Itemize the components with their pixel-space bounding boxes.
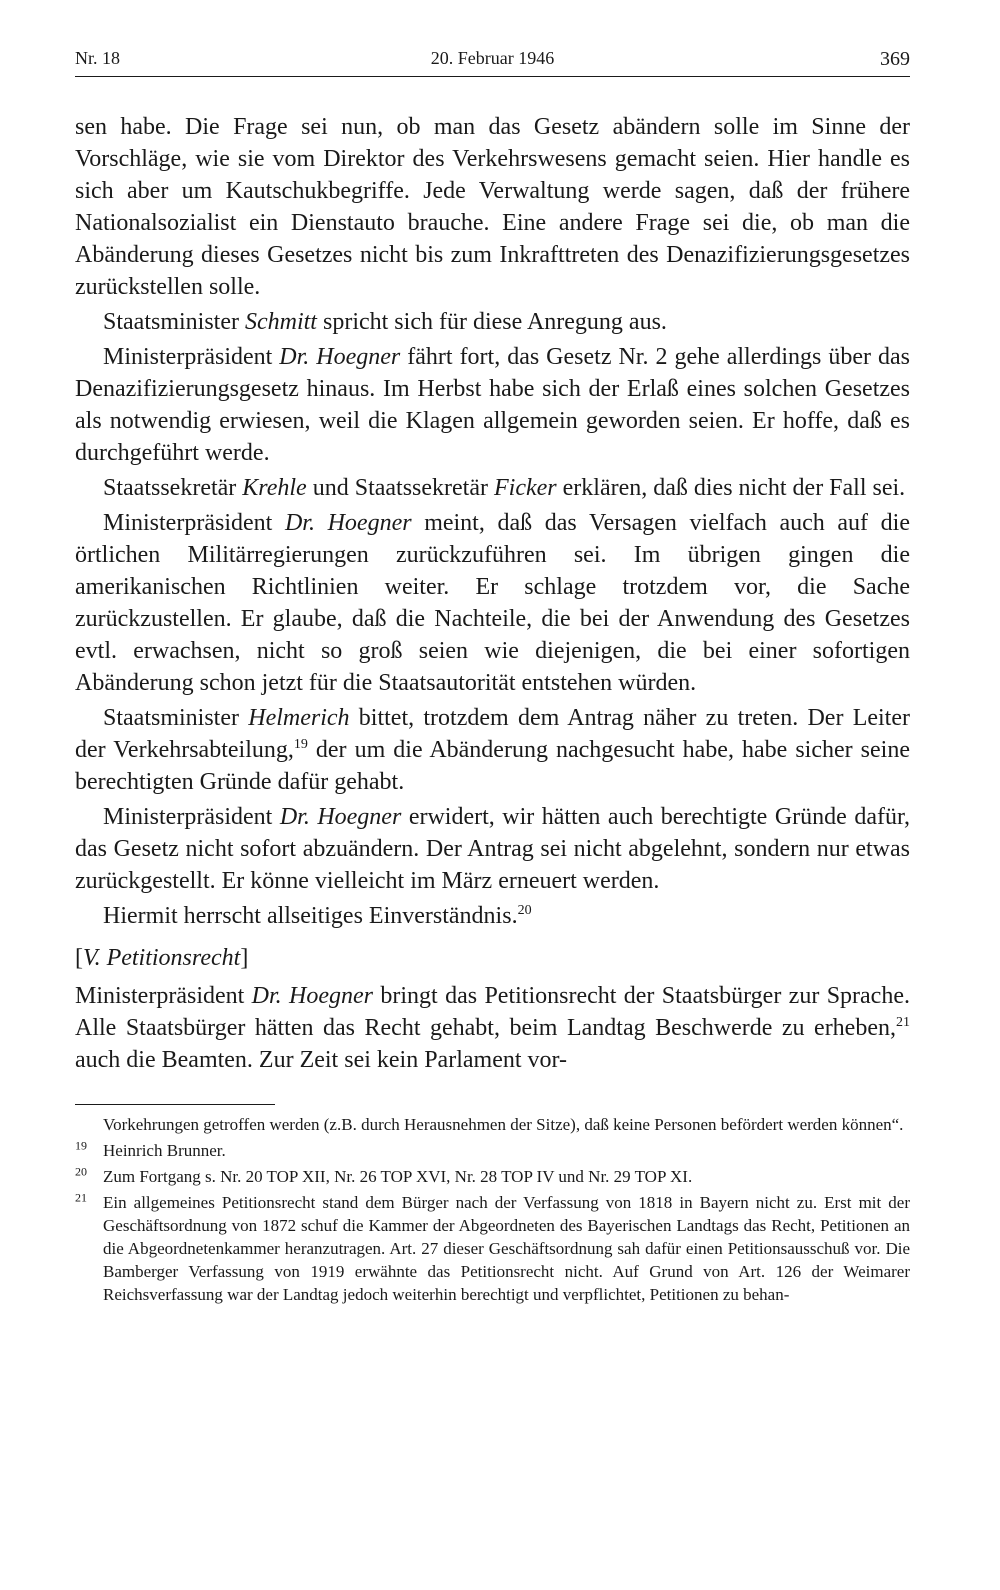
paragraph-petition: Ministerpräsident Dr. Hoegner bringt das Petitionsrecht der Staatsbürger zur Sprache. Alle Staatsbürger hätten das Recht gehabt, beim Landtag Beschwerde zu erheben,$^{21}$ auch die Beamten. Zur Zeit sei kein Parlament vor- bbox=[75, 983, 910, 1073]
main-text bbox=[75, 111, 910, 1076]
document-page bbox=[75, 42, 910, 1309]
paragraph-krehle-ficker: Staatssekretär Krehle und Staatssekretär Ficker erklären, daß dies nicht der Fall sei. bbox=[103, 475, 906, 501]
footnote-continued: Vorkehrungen getroffen werden (z.B. durch Herausnehmen der Sitze), daß keine Personen befördert werden können“. bbox=[103, 1115, 904, 1134]
paragraph-hoegner-3: Ministerpräsident Dr. Hoegner erwidert, wir hätten auch berechtigte Gründe dafür, das Gesetz nicht sofort abzuändern. Der Antrag sei nicht abgelehnt, sondern nur etwas zurückgestellt. Er könne vielleicht im März erneuert werden. bbox=[75, 804, 910, 894]
paragraph-continuation: sen habe. Die Frage sei nun, ob man das Gesetz abändern solle im Sinne der Vorschläge, wie sie vom Direktor des Verkehrswesens gemacht seien. Hier handle es sich aber um Kautschukbegriffe. Jede Verwaltung werde sagen, daß der frühere Nationalsozialist ein Dienstauto brauche. Eine andere Frage sei die, ob man die Abänderung dieses Gesetzes nicht bis zum Inkrafttreten des Denazifizierungsgesetzes zurückstellen solle. bbox=[75, 114, 910, 300]
speaker-name: Helmerich bbox=[248, 705, 350, 731]
speaker-name: Krehle bbox=[242, 475, 307, 501]
speaker-name: Ficker bbox=[494, 475, 557, 501]
footnote-20: $^{20}$ Zum Fortgang s. Nr. 20 TOP XII, Nr. 26 TOP XVI, Nr. 28 TOP IV und Nr. 29 TOP XI. bbox=[75, 1164, 693, 1186]
footnote-rule bbox=[75, 1104, 275, 1105]
footnote-ref-20: 20 bbox=[517, 903, 532, 918]
footnote-ref-19: 19 bbox=[293, 737, 308, 752]
speaker-name: Dr. Hoegner bbox=[284, 510, 412, 536]
page-header bbox=[75, 42, 910, 77]
section-heading: [V. Petitionsrecht] bbox=[75, 945, 249, 971]
issue-number: Nr. 18 bbox=[75, 48, 120, 68]
paragraph-agreement: Hiermit herrscht allseitiges Einverständnis.$^{20}$ bbox=[103, 903, 532, 929]
footnotes bbox=[75, 1113, 910, 1306]
speaker-name: Dr. Hoegner bbox=[279, 804, 402, 830]
session-date: 20. Februar 1946 bbox=[430, 48, 555, 68]
paragraph-schmitt: Staatsminister Schmitt spricht sich für diese Anregung aus. bbox=[103, 309, 667, 335]
paragraph-hoegner-2: Ministerpräsident Dr. Hoegner meint, daß das Versagen vielfach auch auf die örtlichen Militärregierungen zurückzuführen sei. Im übrigen gingen die amerikanischen Richtlinien weiter. Er schlage trotzdem vor, die Sache zurückzustellen. Er glaube, daß die Nachteile, die bei der Anwendung des Gesetzes evtl. erwachsen, nicht so groß seien wie diejenigen, die bei einer sofortigen Abänderung schon jetzt für die Staatsautorität entstehen würden. bbox=[75, 510, 910, 696]
footnote-ref-21: 21 bbox=[896, 1015, 910, 1030]
footnote-21: $^{21}$ Ein allgemeines Petitionsrecht stand dem Bürger nach der Verfassung von 1818 in Bayern nicht zu. Erst mit der Geschäftsordnung von 1872 schuf die Kammer der Abgeordneten des Bayerischen Landtags das Recht, Petitionen an die Abgeordnetenkammer heranzutragen. Art. 27 dieser Geschäftsordnung sah dafür einen Petitionsausschuß vor. Die Bamberger Verfassung von 1919 erwähnte das Petitionsrecht nicht. Auf Grund von Art. 126 der Weimarer Reichsverfassung war der Landtag jedoch weiterhin berechtigt und verpflichtet, Petitionen zu behan- bbox=[75, 1190, 910, 1304]
speaker-name: Dr. Hoegner bbox=[251, 983, 374, 1009]
speaker-name: Schmitt bbox=[244, 309, 317, 335]
paragraph-hoegner-1: Ministerpräsident Dr. Hoegner fährt fort, das Gesetz Nr. 2 gehe allerdings über das Denazifizierungsgesetz hinaus. Im Herbst habe sich der Erlaß eines solchen Gesetzes als notwendig erwiesen, weil die Klagen allgemein geworden seien. Er hoffe, daß es durchgeführt werde. bbox=[75, 344, 910, 466]
speaker-name: Dr. Hoegner bbox=[279, 344, 401, 370]
page-number: 369 bbox=[880, 48, 910, 70]
footnote-19: $^{19}$ Heinrich Brunner. bbox=[75, 1138, 226, 1160]
paragraph-helmerich: Staatsminister Helmerich bittet, trotzdem dem Antrag näher zu treten. Der Leiter der Verkehrsabteilung,$^{19}$ der um die Abänderung nachgesucht habe, habe sicher seine berechtigten Gründe dafür gehabt. bbox=[75, 705, 910, 795]
